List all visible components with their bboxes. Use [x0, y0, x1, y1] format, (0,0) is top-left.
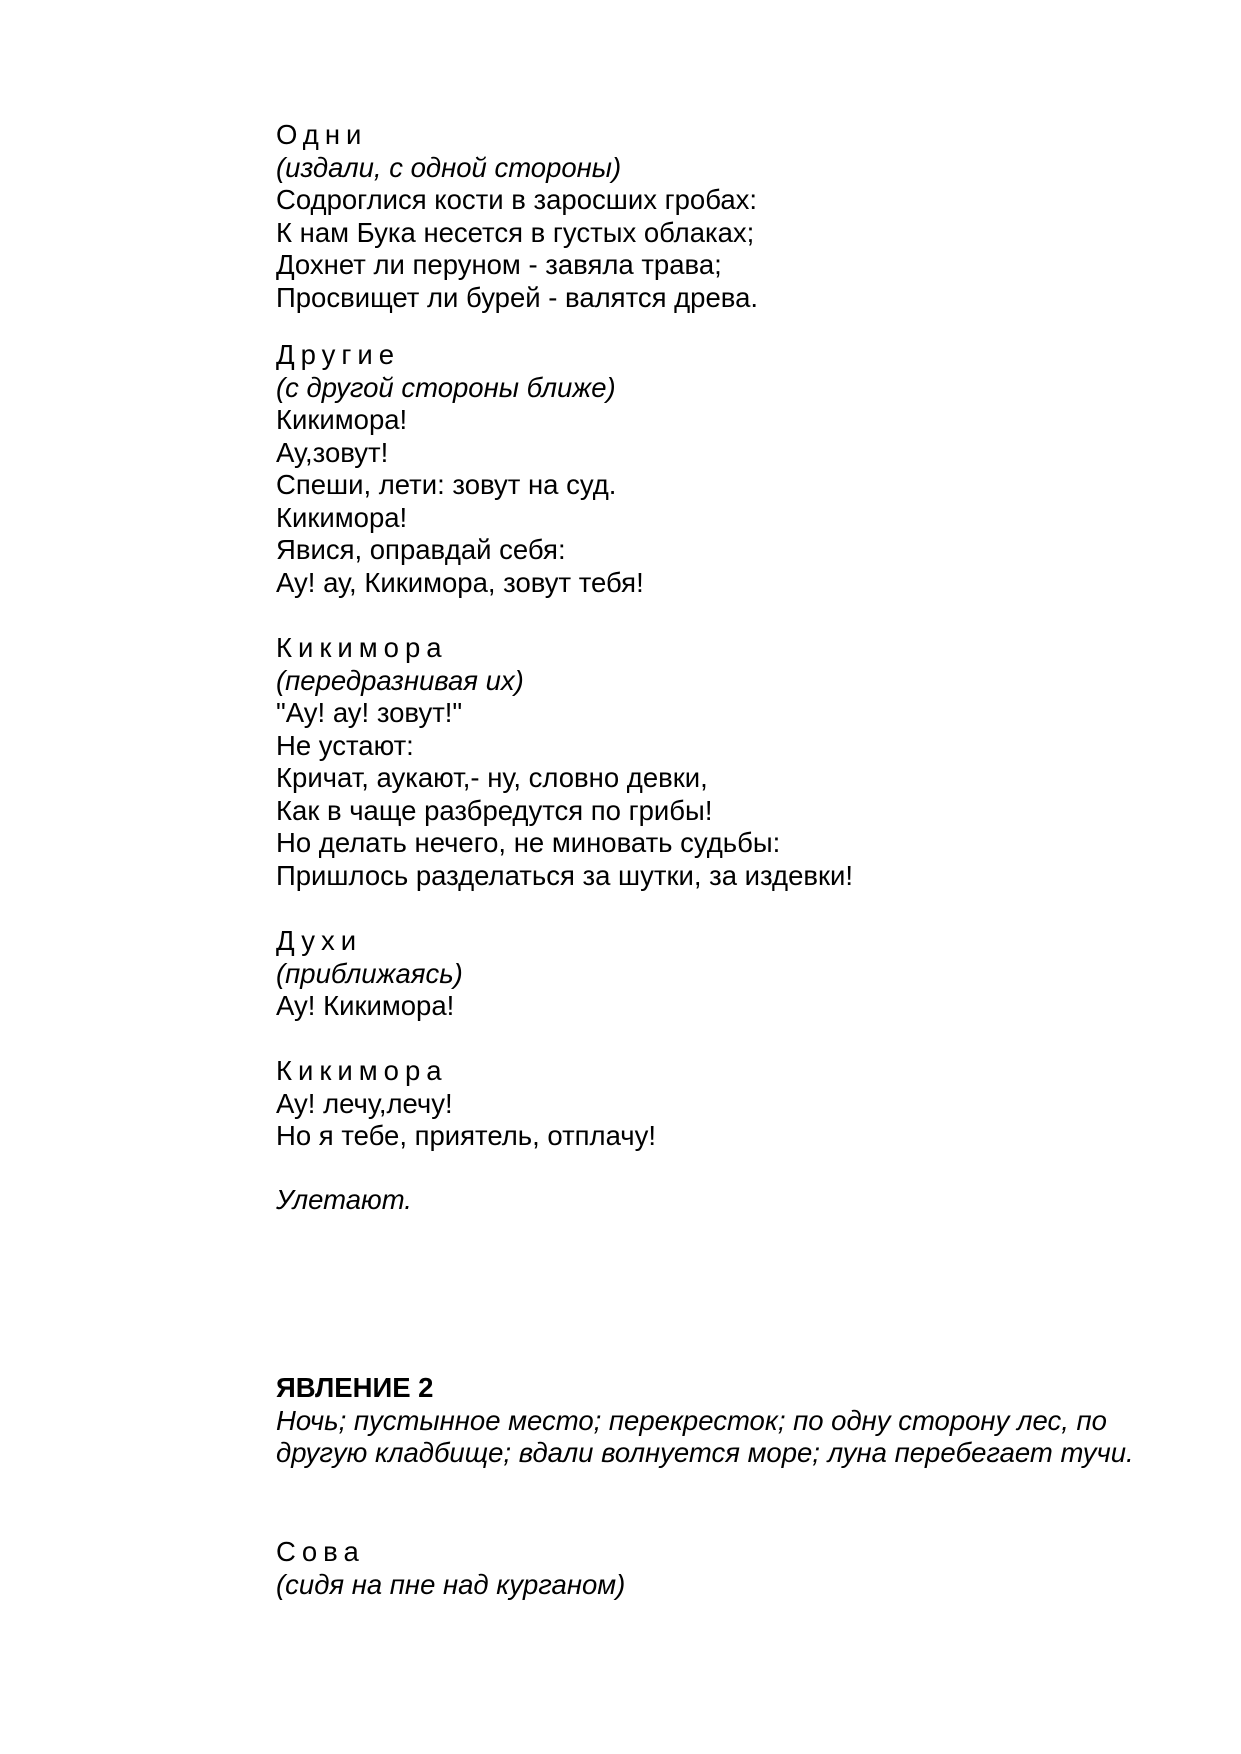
- speech-block: [276, 339, 644, 599]
- scene-heading: ЯВЛЕНИЕ 2: [276, 1372, 434, 1403]
- speaker-name: Сова: [276, 1536, 365, 1567]
- verse-line: Кикимора!: [276, 404, 408, 435]
- speaker-name: Кикимора: [276, 632, 448, 663]
- verse-line: Но делать нечего, не миновать судьбы:: [276, 827, 781, 858]
- stage-direction: (передразнивая их): [276, 664, 524, 696]
- verse-line: Ау! Кикимора!: [276, 990, 455, 1021]
- stage-direction: (приближаясь): [276, 957, 463, 989]
- verse-line: Ау! лечу,лечу!: [276, 1087, 453, 1119]
- stage-direction: (издали, с одной стороны): [276, 151, 622, 183]
- verse-line: Но я тебе, приятель, отплачу!: [276, 1120, 657, 1151]
- verse-line: Пришлось разделаться за шутки, за издевки!: [276, 859, 854, 891]
- verse-line: Спеши, лети: зовут на суд.: [276, 469, 617, 500]
- verse-line: Не устают:: [276, 729, 414, 761]
- stage-direction: (с другой стороны ближе): [276, 371, 616, 403]
- speaker-name: Одни: [276, 119, 368, 150]
- stage-direction: (сидя на пне над курганом): [276, 1568, 626, 1600]
- verse-line: Дохнет ли перуном - завяла трава;: [276, 249, 722, 280]
- scene-block: [276, 1372, 1146, 1470]
- verse-line: Ау,зовут!: [276, 436, 389, 468]
- speech-block: [276, 119, 758, 314]
- verse-line: Явися, оправдай себя:: [276, 534, 566, 565]
- speaker-name: Кикимора: [276, 1055, 448, 1086]
- verse-line: Кричат, аукают,- ну, словно девки,: [276, 762, 708, 793]
- stage-direction: Улетают.: [276, 1184, 412, 1215]
- speech-block: [276, 632, 853, 892]
- speaker-name: Духи: [276, 925, 363, 956]
- scene-description: Ночь; пустынное место; перекресток; по одну сторону лес, по другую кладбище; вдали волнуется море; луна перебегает тучи.: [276, 1404, 1134, 1468]
- exit-direction-block: [276, 1184, 412, 1217]
- verse-line: Как в чаще разбредутся по грибы!: [276, 794, 713, 826]
- verse-line: Содроглися кости в заросших гробах:: [276, 184, 758, 215]
- speech-block: [276, 1055, 656, 1153]
- verse-line: Ау! ау, Кикимора, зовут тебя!: [276, 566, 644, 598]
- verse-line: К нам Бука несется в густых облаках;: [276, 216, 755, 248]
- verse-line: Кикимора!: [276, 501, 408, 533]
- speech-block: [276, 1536, 625, 1601]
- speech-block: [276, 925, 463, 1023]
- verse-line: Просвищет ли бурей - валятся древа.: [276, 281, 759, 313]
- speaker-name: Другие: [276, 339, 401, 370]
- verse-line: "Ау! ау! зовут!": [276, 697, 463, 728]
